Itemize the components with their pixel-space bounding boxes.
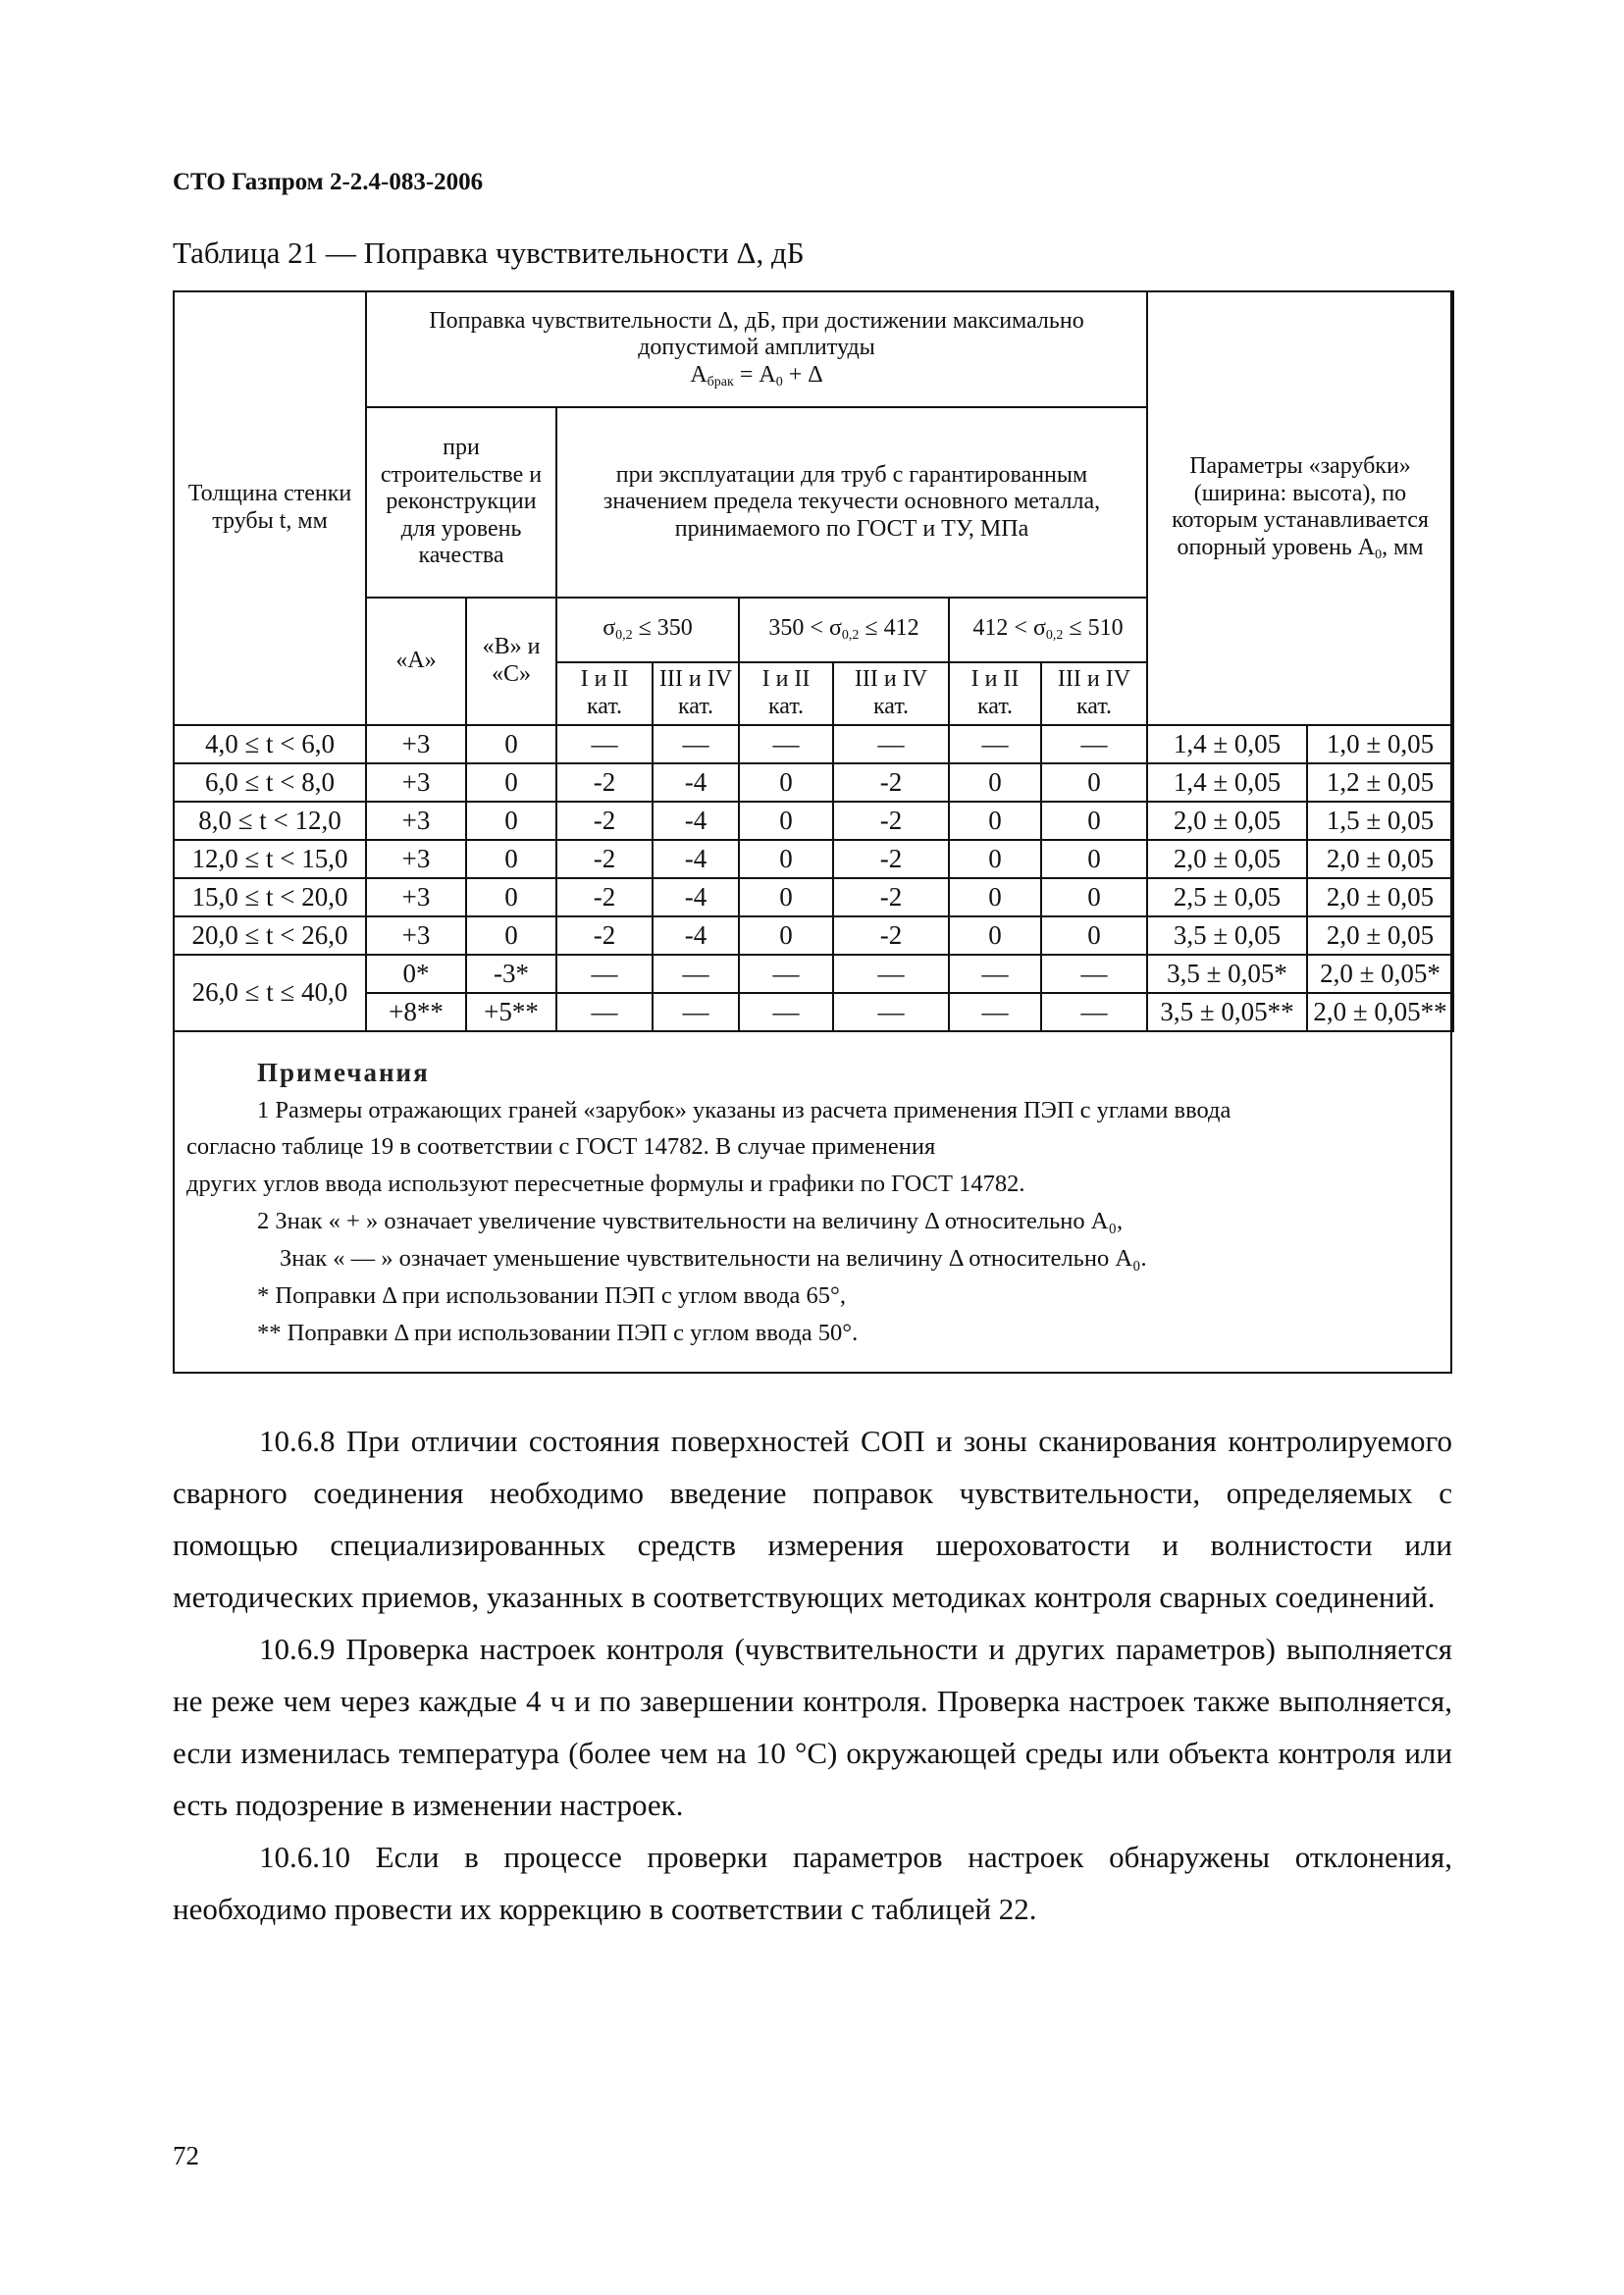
table-cell: 0	[1041, 878, 1147, 916]
table-caption: Таблица 21 — Поправка чувствительности Δ, дБ	[173, 235, 805, 270]
table-cell: +3	[366, 840, 466, 878]
range-sub: 0,2	[841, 628, 860, 644]
table-cell: 2,0 ± 0,05	[1307, 878, 1453, 916]
table-cell: 2,0 ± 0,05	[1147, 840, 1307, 878]
table-cell: -4	[653, 802, 739, 840]
table-cell: -4	[653, 840, 739, 878]
operation-header: при эксплуатации для труб с гарантированным значением предела текучести основного металла, принимаемого по ГОСТ и ТУ, МПа	[556, 407, 1147, 598]
table-cell: -2	[556, 916, 653, 955]
table-cell: —	[556, 725, 653, 763]
table-cell: —	[1041, 993, 1147, 1031]
table-cell: 0	[739, 840, 833, 878]
range-2	[739, 598, 949, 662]
table-cell: 1,0 ± 0,05	[1307, 725, 1453, 763]
table-cell: 0	[466, 725, 556, 763]
paragraph-text: 10.6.9 Проверка настроек контроля (чувствительности и других параметров) выполняется не реже чем через каждые 4 ч и по завершении контроля. Проверка настроек также выполняется, если изменилась температура (более чем на 10 °С) окружающей среды или объекта контроля или есть подозрение в изменении настроек.	[173, 1632, 1452, 1822]
cat-3-4: III и IV кат.	[653, 662, 739, 725]
formula-sub: брак	[707, 375, 734, 391]
table-cell: 0	[466, 916, 556, 955]
table-cell: 1,4 ± 0,05	[1147, 725, 1307, 763]
table-cell: —	[833, 993, 949, 1031]
col-thickness-header: Толщина стенки трубы t, мм	[174, 291, 366, 725]
range-part: ≤ 350	[632, 615, 693, 642]
params-header-sub: 0	[1375, 547, 1383, 562]
table-cell: -2	[833, 840, 949, 878]
table-cell: —	[949, 955, 1041, 993]
table-cell: —	[833, 955, 949, 993]
formula	[371, 362, 1142, 391]
params-header-unit: , мм	[1382, 534, 1424, 560]
table-cell: -4	[653, 763, 739, 802]
cat-1-2: I и II кат.	[556, 662, 653, 725]
thickness-cell: 8,0 ≤ t < 12,0	[174, 802, 366, 840]
table-cell: —	[949, 993, 1041, 1031]
note-line: 2 Знак « + » означает увеличение чувствительности на величину Δ относительно A₀,	[257, 1208, 1124, 1234]
table-cell: 0	[739, 763, 833, 802]
table-cell: 0	[466, 763, 556, 802]
table-cell: 0	[466, 840, 556, 878]
table-cell: -4	[653, 916, 739, 955]
table-cell: -2	[833, 802, 949, 840]
table-cell: 2,0 ± 0,05	[1147, 802, 1307, 840]
thickness-cell: 4,0 ≤ t < 6,0	[174, 725, 366, 763]
table-row	[174, 725, 1453, 763]
table-cell: 1,5 ± 0,05	[1307, 802, 1453, 840]
table-cell: —	[653, 725, 739, 763]
note-line: других углов ввода используют пересчетные формулы и графики по ГОСТ 14782.	[186, 1171, 1025, 1197]
table-cell: 0	[1041, 802, 1147, 840]
table-cell: 0	[1041, 840, 1147, 878]
note-line: ** Поправки Δ при использовании ПЭП с углом ввода 50°.	[257, 1320, 859, 1346]
table-cell: 0	[466, 802, 556, 840]
range-part: 412 < σ	[972, 615, 1046, 642]
table-cell: —	[1041, 725, 1147, 763]
paragraph-10-6-9	[173, 1623, 1452, 1831]
quality-a: «А»	[366, 598, 466, 725]
table-body	[174, 725, 1453, 955]
table-cell: —	[653, 955, 739, 993]
table-row	[174, 916, 1453, 955]
sensitivity-table	[173, 290, 1454, 1032]
table-cell: 0	[1041, 916, 1147, 955]
thickness-cell: 6,0 ≤ t < 8,0	[174, 763, 366, 802]
table-cell: 3,5 ± 0,05	[1147, 916, 1307, 955]
thickness-cell: 12,0 ≤ t < 15,0	[174, 840, 366, 878]
params-header-text: Параметры «зарубки» (ширина: высота), по которым устанавливается опорный уровень A	[1172, 453, 1429, 560]
table-cell: —	[739, 993, 833, 1031]
table-cell: —	[949, 725, 1041, 763]
table-cell: +3	[366, 916, 466, 955]
table-cell: 0	[739, 802, 833, 840]
thickness-cell: 20,0 ≤ t < 26,0	[174, 916, 366, 955]
range-sub: 0,2	[615, 628, 633, 644]
table-cell: 2,0 ± 0,05*	[1307, 955, 1453, 993]
formula-part: + Δ	[782, 362, 823, 389]
range-sub: 0,2	[1045, 628, 1064, 644]
group-header-text: Поправка чувствительности Δ, дБ, при достижении максимально допустимой амплитуды	[429, 307, 1084, 361]
paragraph-text: 10.6.8 При отличии состояния поверхностей СОП и зоны сканирования контролируемого сварного соединения необходимо введение поправок чувствительности, определяемых с помощью специализированных средств измерения шероховатости и волнистости или методических приемов, указанных в соответствующих методиках контроля сварных соединений.	[173, 1424, 1452, 1614]
table-row	[174, 878, 1453, 916]
paragraph-text: 10.6.10 Если в процессе проверки параметров настроек обнаружены отклонения, необходимо провести их коррекцию в соответствии с таблицей 22.	[173, 1840, 1452, 1926]
table-cell: 0	[739, 916, 833, 955]
page-number: 72	[173, 2141, 199, 2170]
table-cell: -2	[833, 763, 949, 802]
table-row	[174, 840, 1453, 878]
notes-title: Примечания	[257, 1058, 430, 1087]
table-row	[174, 802, 1453, 840]
note-line: 1 Размеры отражающих граней «зарубок» указаны из расчета применения ПЭП с углами ввода	[257, 1097, 1231, 1123]
table-cell: -2	[556, 763, 653, 802]
params-header	[1147, 291, 1453, 725]
table-cell: -2	[833, 878, 949, 916]
cat-1-2: I и II кат.	[949, 662, 1041, 725]
range-part: σ	[602, 615, 616, 642]
table-cell: 0	[949, 802, 1041, 840]
table-cell: +3	[366, 878, 466, 916]
range-3	[949, 598, 1147, 662]
table-cell: 0	[466, 878, 556, 916]
table-cell: —	[739, 725, 833, 763]
table-cell: 2,0 ± 0,05	[1307, 840, 1453, 878]
cat-3-4: III и IV кат.	[1041, 662, 1147, 725]
formula-part: A	[690, 362, 707, 389]
table-cell: 0	[1041, 763, 1147, 802]
table-cell: +3	[366, 725, 466, 763]
construction-header: при строительстве и реконструкции для уровень качества	[366, 407, 556, 598]
table-cell: 2,0 ± 0,05**	[1307, 993, 1453, 1031]
note-line: * Поправки Δ при использовании ПЭП с углом ввода 65°,	[257, 1282, 846, 1309]
table-cell: +5**	[466, 993, 556, 1031]
table-cell: -2	[556, 840, 653, 878]
document-code: СТО Газпром 2-2.4-083-2006	[173, 169, 484, 195]
cat-3-4: III и IV кат.	[833, 662, 949, 725]
note-line: Знак « — » означает уменьшение чувствительности на величину Δ относительно A₀.	[280, 1245, 1147, 1272]
table-cell: -2	[556, 878, 653, 916]
table-cell: 0	[739, 878, 833, 916]
table-cell: 0	[949, 763, 1041, 802]
range-1	[556, 598, 739, 662]
formula-part: = A	[733, 362, 776, 389]
thickness-cell: 15,0 ≤ t < 20,0	[174, 878, 366, 916]
table-cell: -3*	[466, 955, 556, 993]
group-header	[366, 291, 1147, 407]
table-cell: 3,5 ± 0,05**	[1147, 993, 1307, 1031]
table-cell: 1,4 ± 0,05	[1147, 763, 1307, 802]
table-cell: —	[739, 955, 833, 993]
cat-1-2: I и II кат.	[739, 662, 833, 725]
table-cell: —	[1041, 955, 1147, 993]
range-part: ≤ 412	[859, 615, 919, 642]
quality-bc: «В» и «С»	[466, 598, 556, 725]
range-part: 350 < σ	[768, 615, 842, 642]
table-cell: -4	[653, 878, 739, 916]
table-cell: +3	[366, 763, 466, 802]
table-cell: —	[556, 993, 653, 1031]
formula-sub: 0	[775, 375, 783, 391]
table-cell: 3,5 ± 0,05*	[1147, 955, 1307, 993]
table-cell: 0	[949, 878, 1041, 916]
table-cell: 2,0 ± 0,05	[1307, 916, 1453, 955]
table-cell: —	[556, 955, 653, 993]
table-cell: -2	[833, 916, 949, 955]
table-cell: +3	[366, 802, 466, 840]
table-cell: —	[653, 993, 739, 1031]
table-cell: 0	[949, 840, 1041, 878]
table-cell: +8**	[366, 993, 466, 1031]
note-line: согласно таблице 19 в соответствии с ГОСТ 14782. В случае применения	[186, 1133, 936, 1160]
table-row	[174, 763, 1453, 802]
table-cell: 2,5 ± 0,05	[1147, 878, 1307, 916]
table-cell: 1,2 ± 0,05	[1307, 763, 1453, 802]
table-cell: -2	[556, 802, 653, 840]
table-cell: —	[833, 725, 949, 763]
table-cell: 0	[949, 916, 1041, 955]
thickness-cell: 26,0 ≤ t ≤ 40,0	[174, 955, 366, 1031]
range-part: ≤ 510	[1063, 615, 1124, 642]
paragraph-10-6-8	[173, 1415, 1452, 1623]
paragraph-10-6-10	[173, 1831, 1452, 1935]
table-cell: 0*	[366, 955, 466, 993]
